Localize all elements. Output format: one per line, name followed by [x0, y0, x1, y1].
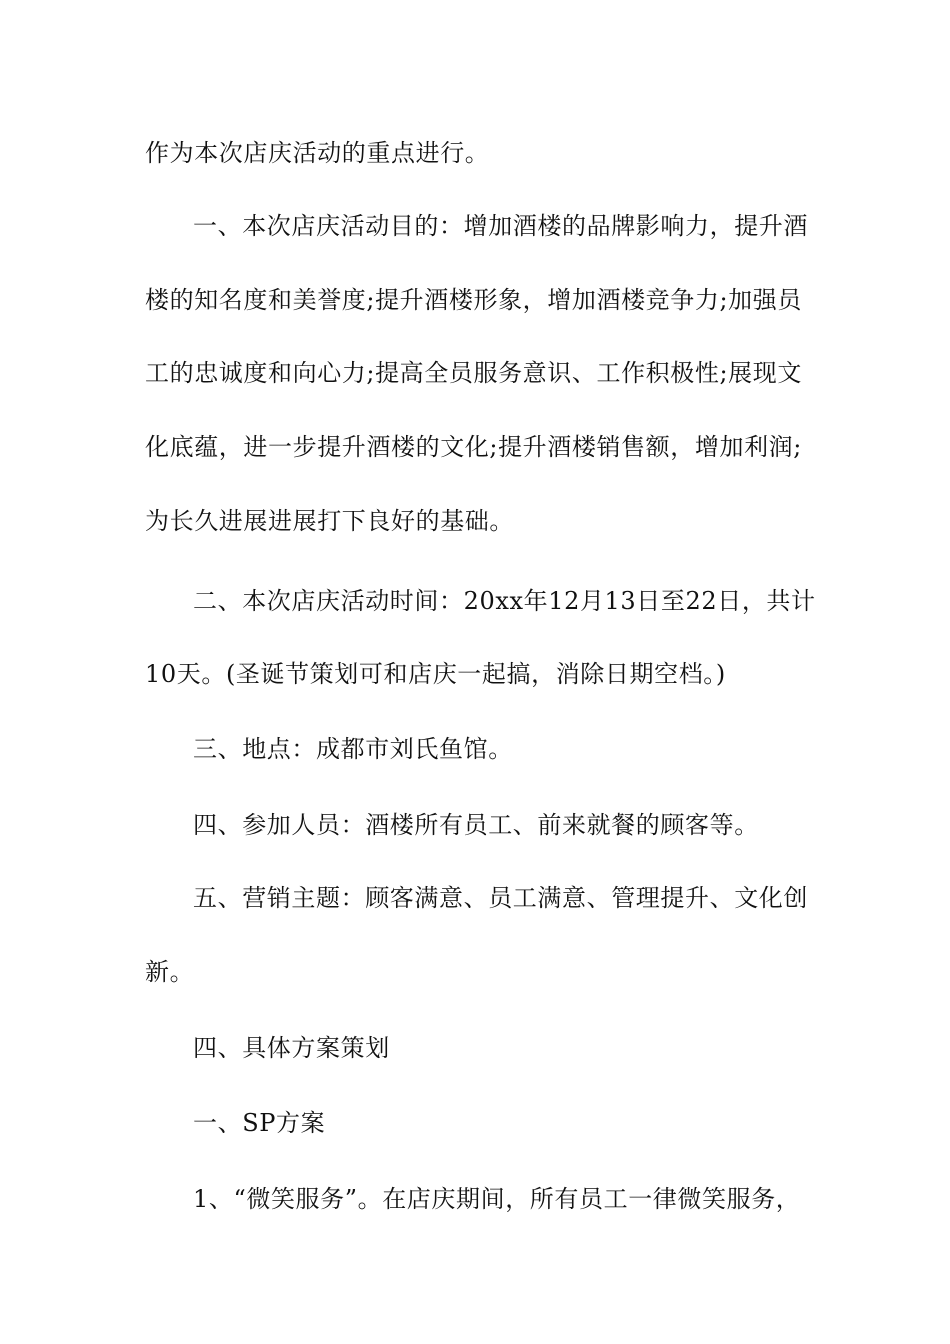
text-line: 为长久进展进展打下良好的基础。 — [145, 507, 514, 535]
subsection-heading-sp: 一、SP方案 — [193, 1109, 326, 1137]
section-heading-participants: 四、参加人员：酒楼所有员工、前来就餐的顾客等。 — [193, 811, 759, 839]
section-heading-location: 三、地点：成都市刘氏鱼馆。 — [193, 735, 513, 763]
list-item: 1、“微笑服务”。在店庆期间，所有员工一律微笑服务， — [193, 1185, 801, 1213]
text-line: 作为本次店庆活动的重点进行。 — [145, 139, 490, 167]
text-line: 楼的知名度和美誉度;提升酒楼形象，增加酒楼竞争力;加强员 — [145, 286, 802, 314]
section-heading-time: 二、本次店庆活动时间：20xx年12月13日至22日，共计 — [193, 587, 816, 615]
section-heading-plan: 四、具体方案策划 — [193, 1034, 390, 1062]
text-line: 新。 — [145, 958, 195, 986]
text-line: 化底蕴，进一步提升酒楼的文化;提升酒楼销售额，增加利润; — [145, 433, 802, 461]
text-line: 10天。(圣诞节策划可和店庆一起搞，消除日期空档。) — [145, 660, 726, 688]
section-heading-purpose: 一、本次店庆活动目的：增加酒楼的品牌影响力，提升酒 — [193, 212, 808, 240]
section-heading-theme: 五、营销主题：顾客满意、员工满意、管理提升、文化创 — [193, 884, 808, 912]
text-line: 工的忠诚度和向心力;提高全员服务意识、工作积极性;展现文 — [145, 359, 802, 387]
